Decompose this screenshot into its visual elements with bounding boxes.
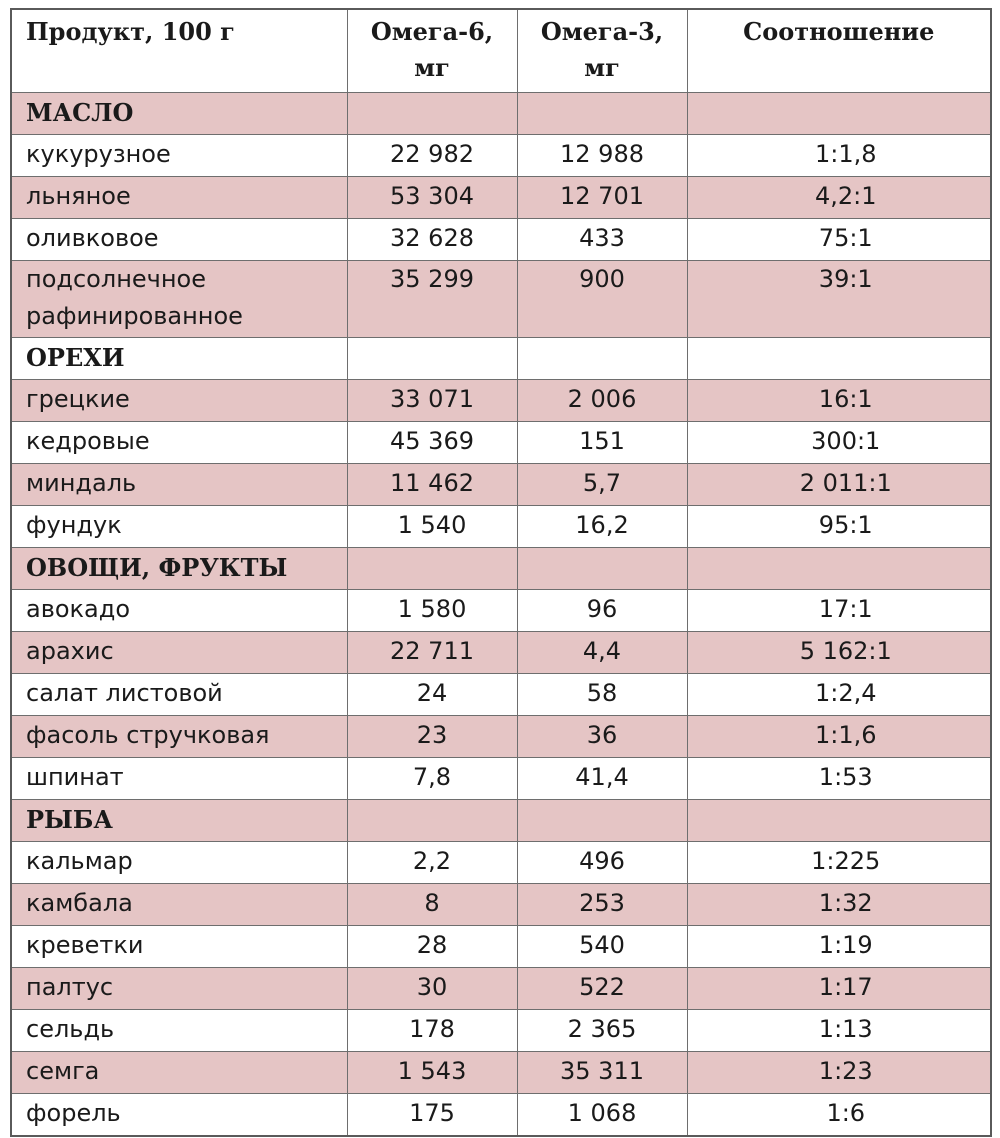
ratio-value: 1:2,4 <box>687 674 991 716</box>
table-row <box>11 261 991 338</box>
omega6-value: 11 462 <box>347 464 517 506</box>
omega3-value: 540 <box>517 926 687 968</box>
omega6-value: 28 <box>347 926 517 968</box>
omega-ratio-table <box>10 8 992 1137</box>
product-name: шпинат <box>11 758 347 800</box>
ratio-value: 1:23 <box>687 1052 991 1094</box>
omega6-value: 1 543 <box>347 1052 517 1094</box>
section-blank <box>687 548 991 590</box>
omega3-value: 253 <box>517 884 687 926</box>
ratio-value: 1:1,6 <box>687 716 991 758</box>
ratio-value: 5 162:1 <box>687 632 991 674</box>
header-ratio: Соотношение <box>687 9 991 93</box>
product-name: салат листовой <box>11 674 347 716</box>
section-name: РЫБА <box>11 800 347 842</box>
omega6-value: 23 <box>347 716 517 758</box>
section-name: ОВОЩИ, ФРУКТЫ <box>11 548 347 590</box>
section-name: МАСЛО <box>11 93 347 135</box>
ratio-value: 95:1 <box>687 506 991 548</box>
product-name: форель <box>11 1094 347 1137</box>
product-name: арахис <box>11 632 347 674</box>
header-omega3-line1: Омега-3, <box>540 17 664 46</box>
omega6-value: 22 982 <box>347 135 517 177</box>
omega3-value: 58 <box>517 674 687 716</box>
omega6-value: 24 <box>347 674 517 716</box>
table-row <box>11 674 991 716</box>
omega3-value: 4,4 <box>517 632 687 674</box>
table-row <box>11 464 991 506</box>
product-name <box>11 261 347 338</box>
table-row <box>11 1094 991 1137</box>
ratio-value: 1:1,8 <box>687 135 991 177</box>
table-row <box>11 219 991 261</box>
ratio-value: 300:1 <box>687 422 991 464</box>
table-header-row <box>11 9 991 93</box>
omega6-value: 35 299 <box>347 261 517 338</box>
omega6-value: 1 580 <box>347 590 517 632</box>
product-name: фасоль стручковая <box>11 716 347 758</box>
ratio-value: 4,2:1 <box>687 177 991 219</box>
table-row <box>11 135 991 177</box>
product-name: оливковое <box>11 219 347 261</box>
product-name: креветки <box>11 926 347 968</box>
table-row <box>11 506 991 548</box>
omega6-value: 32 628 <box>347 219 517 261</box>
section-blank <box>687 338 991 380</box>
omega3-value: 2 006 <box>517 380 687 422</box>
ratio-value: 75:1 <box>687 219 991 261</box>
omega3-value: 151 <box>517 422 687 464</box>
section-blank <box>347 93 517 135</box>
omega3-value: 12 701 <box>517 177 687 219</box>
product-name-line1: подсолнечное <box>26 265 206 293</box>
table-row <box>11 590 991 632</box>
ratio-value: 2 011:1 <box>687 464 991 506</box>
omega3-value: 522 <box>517 968 687 1010</box>
omega6-value: 33 071 <box>347 380 517 422</box>
omega3-value: 2 365 <box>517 1010 687 1052</box>
omega3-value: 900 <box>517 261 687 338</box>
omega3-value: 433 <box>517 219 687 261</box>
product-name: сельдь <box>11 1010 347 1052</box>
omega6-value: 22 711 <box>347 632 517 674</box>
product-name-line2: рафинированное <box>26 302 243 330</box>
header-omega3-line2: мг <box>584 53 620 82</box>
omega6-value: 45 369 <box>347 422 517 464</box>
ratio-value: 1:19 <box>687 926 991 968</box>
product-name: камбала <box>11 884 347 926</box>
section-blank <box>687 800 991 842</box>
product-name: кальмар <box>11 842 347 884</box>
table-row <box>11 842 991 884</box>
product-name: фундук <box>11 506 347 548</box>
section-row <box>11 338 991 380</box>
product-name: семга <box>11 1052 347 1094</box>
product-name: авокадо <box>11 590 347 632</box>
ratio-value: 1:53 <box>687 758 991 800</box>
header-omega6 <box>347 9 517 93</box>
omega3-value: 41,4 <box>517 758 687 800</box>
ratio-value: 39:1 <box>687 261 991 338</box>
omega6-value: 7,8 <box>347 758 517 800</box>
omega6-value: 1 540 <box>347 506 517 548</box>
ratio-value: 17:1 <box>687 590 991 632</box>
section-blank <box>687 93 991 135</box>
table-row <box>11 177 991 219</box>
section-blank <box>347 548 517 590</box>
table-row <box>11 758 991 800</box>
section-blank <box>517 548 687 590</box>
ratio-value: 16:1 <box>687 380 991 422</box>
product-name: кедровые <box>11 422 347 464</box>
table-row <box>11 884 991 926</box>
omega3-value: 35 311 <box>517 1052 687 1094</box>
section-blank <box>517 93 687 135</box>
omega3-value: 12 988 <box>517 135 687 177</box>
ratio-value: 1:17 <box>687 968 991 1010</box>
table-row <box>11 926 991 968</box>
table-row <box>11 380 991 422</box>
table-row <box>11 716 991 758</box>
omega3-value: 5,7 <box>517 464 687 506</box>
omega6-value: 178 <box>347 1010 517 1052</box>
header-omega6-line1: Омега-6, <box>370 17 494 46</box>
section-blank <box>347 338 517 380</box>
product-name: грецкие <box>11 380 347 422</box>
section-row <box>11 548 991 590</box>
omega3-value: 16,2 <box>517 506 687 548</box>
product-name: льняное <box>11 177 347 219</box>
product-name: палтус <box>11 968 347 1010</box>
header-omega3 <box>517 9 687 93</box>
table-row <box>11 632 991 674</box>
ratio-value: 1:225 <box>687 842 991 884</box>
omega3-value: 1 068 <box>517 1094 687 1137</box>
ratio-value: 1:6 <box>687 1094 991 1137</box>
header-product: Продукт, 100 г <box>11 9 347 93</box>
section-row <box>11 800 991 842</box>
section-name: ОРЕХИ <box>11 338 347 380</box>
product-name: миндаль <box>11 464 347 506</box>
section-row <box>11 93 991 135</box>
ratio-value: 1:32 <box>687 884 991 926</box>
table-row <box>11 968 991 1010</box>
product-name: кукурузное <box>11 135 347 177</box>
omega6-value: 30 <box>347 968 517 1010</box>
omega3-value: 96 <box>517 590 687 632</box>
omega6-value: 53 304 <box>347 177 517 219</box>
omega6-value: 8 <box>347 884 517 926</box>
omega6-value: 2,2 <box>347 842 517 884</box>
table-row <box>11 422 991 464</box>
omega6-value: 175 <box>347 1094 517 1137</box>
section-blank <box>517 338 687 380</box>
section-blank <box>517 800 687 842</box>
table-row <box>11 1010 991 1052</box>
ratio-value: 1:13 <box>687 1010 991 1052</box>
section-blank <box>347 800 517 842</box>
table-row <box>11 1052 991 1094</box>
omega3-value: 496 <box>517 842 687 884</box>
omega3-value: 36 <box>517 716 687 758</box>
header-omega6-line2: мг <box>414 53 450 82</box>
